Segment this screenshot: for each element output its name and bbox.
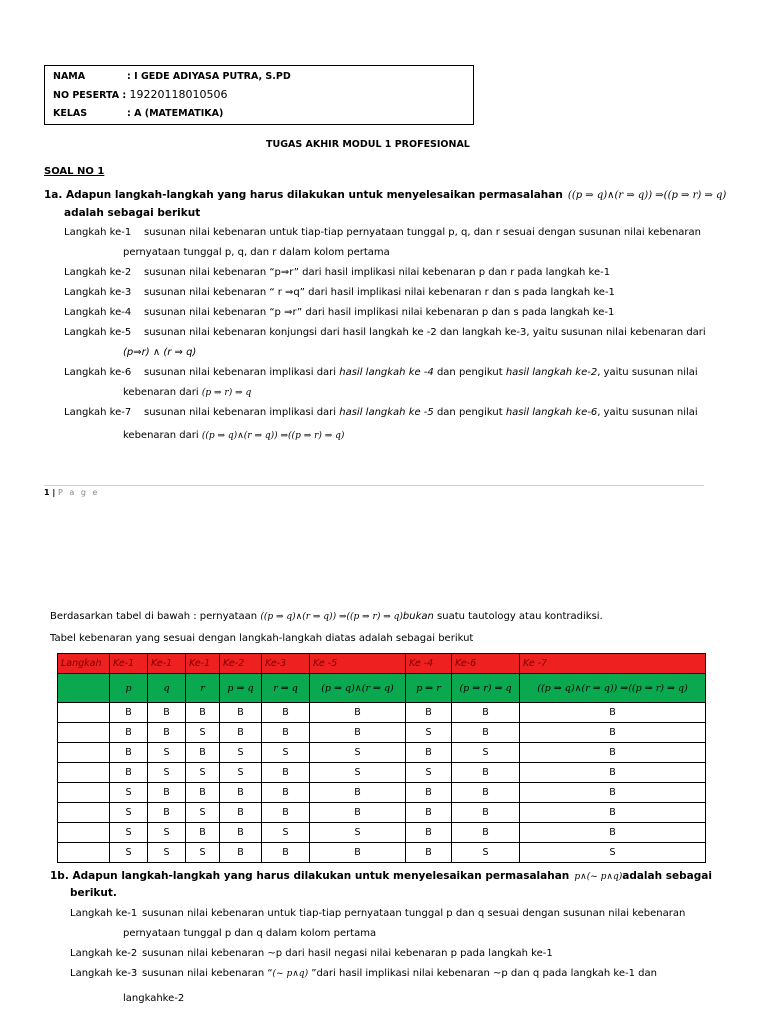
table-cell xyxy=(58,743,110,763)
table-cell: B xyxy=(148,803,186,823)
q1a-step-1 xyxy=(64,227,701,238)
q1b-intro-tail: adalah sebagai xyxy=(622,870,712,882)
q1a-step-4 xyxy=(64,307,614,318)
nama-value: : I GEDE ADIYASA PUTRA, S.PD xyxy=(127,71,291,82)
table-cell: S xyxy=(148,763,186,783)
table-cell: B xyxy=(310,703,406,723)
step-text-italic: hasil langkah ke -5 xyxy=(339,407,434,418)
step-label: Langkah ke-1 xyxy=(70,908,138,919)
step-label: Langkah ke-5 xyxy=(64,327,132,338)
step-text: dan pengikut xyxy=(433,367,506,378)
kelas-label: KELAS xyxy=(53,108,88,119)
q1a-intro2: adalah sebagai berikut xyxy=(64,207,201,219)
table-cell: S xyxy=(452,843,520,863)
step-label: Langkah ke-7 xyxy=(64,407,132,418)
table-header-expr-cell: p ⇒ r xyxy=(406,674,452,703)
q1b-step-3-cont: langkahke-2 xyxy=(123,993,185,1004)
table-cell: B xyxy=(110,743,148,763)
step-formula: (p ⇒ r) ⇒ q xyxy=(201,388,252,398)
table-cell: B xyxy=(310,843,406,863)
step-text: susunan nilai kebenaran ~p dari hasil negasi nilai kebenaran p pada langkah ke-1 xyxy=(142,948,553,959)
soal-heading: SOAL NO 1 xyxy=(44,166,105,177)
step-cont: kebenaran dari xyxy=(123,387,199,398)
q1a-step-3 xyxy=(64,287,615,298)
step-label: Langkah ke-1 xyxy=(64,227,132,238)
step-text-italic: hasil langkah ke-2 xyxy=(505,367,598,378)
kelas-value: : A (MATEMATIKA) xyxy=(127,108,224,119)
table-cell xyxy=(58,783,110,803)
table-intro: Tabel kebenaran yang sesuai dengan langkah-langkah diatas adalah sebagai berikut xyxy=(50,633,474,644)
step-label: Langkah ke-4 xyxy=(64,307,132,318)
table-header-step-row xyxy=(58,654,706,674)
table-cell: S xyxy=(406,763,452,783)
table-cell: B xyxy=(262,803,310,823)
step-text: , yaitu susunan nilai xyxy=(597,367,698,378)
table-cell: B xyxy=(220,843,262,863)
q1a-intro-line xyxy=(44,183,726,202)
step-text: ”dari hasil implikasi nilai kebenaran ~p dan q pada langkah ke-1 dan xyxy=(308,968,657,979)
table-row xyxy=(58,703,706,723)
step-label: Langkah ke-2 xyxy=(64,267,132,278)
table-header-expr-cell: (p ⇒ q)∧(r ⇒ q) xyxy=(310,674,406,703)
q1a-step-6 xyxy=(64,367,698,378)
step-label: Langkah ke-6 xyxy=(64,367,132,378)
table-cell: B xyxy=(220,703,262,723)
table-cell: S xyxy=(310,743,406,763)
table-cell: B xyxy=(148,703,186,723)
conclusion-formula: ((p ⇒ q)∧(r ⇒ q)) ⇒((p ⇒ r) ⇒ q) xyxy=(260,612,403,622)
q1b-formula: p∧(~ p∧q) xyxy=(574,872,623,882)
table-cell: B xyxy=(310,783,406,803)
table-cell: S xyxy=(452,743,520,763)
table-cell: S xyxy=(520,843,706,863)
identity-row-peserta xyxy=(53,88,228,101)
table-header-expr-cell: p xyxy=(110,674,148,703)
step-text: susunan nilai kebenaran implikasi dari xyxy=(144,367,340,378)
table-cell: B xyxy=(452,783,520,803)
table-header-step-cell: Ke-1 xyxy=(148,654,186,674)
conclusion-italic: bukan xyxy=(402,611,434,622)
table-cell: S xyxy=(186,763,220,783)
q1a-intro: 1a. Adapun langkah-langkah yang harus dilakukan untuk menyelesaikan permasalahan xyxy=(44,189,563,201)
table-cell xyxy=(58,803,110,823)
table-cell: B xyxy=(520,783,706,803)
identity-row-nama xyxy=(53,71,291,82)
q1b-step-1 xyxy=(70,908,685,919)
table-cell: S xyxy=(110,783,148,803)
table-cell: B xyxy=(262,763,310,783)
q1a-step-7 xyxy=(64,407,698,418)
q1b-step-1-cont: pernyataan tunggal p dan q dalam kolom pertama xyxy=(123,928,377,939)
table-cell: B xyxy=(186,823,220,843)
table-cell: S xyxy=(148,823,186,843)
table-cell: S xyxy=(220,763,262,783)
table-header-step-cell: Ke -4 xyxy=(406,654,452,674)
table-cell: B xyxy=(452,823,520,843)
conclusion-text: suatu tautology atau kontradiksi. xyxy=(437,611,603,622)
table-cell: S xyxy=(110,803,148,823)
step-text: susunan nilai kebenaran “p⇒r” dari hasil implikasi nilai kebenaran p dan r pada langkah ke-1 xyxy=(144,267,611,278)
table-cell: B xyxy=(406,823,452,843)
table-cell: B xyxy=(310,803,406,823)
table-cell: B xyxy=(406,803,452,823)
table-cell: B xyxy=(406,843,452,863)
step-text: susunan nilai kebenaran “p ⇒r” dari hasil implikasi nilai kebenaran p dan s pada langkah ke-1 xyxy=(144,307,615,318)
truth-table xyxy=(57,653,706,863)
step-formula: (~ p∧q) xyxy=(272,969,309,979)
q1b-intro: 1b. Adapun langkah-langkah yang harus dilakukan untuk menyelesaikan permasalahan xyxy=(50,870,570,882)
table-cell xyxy=(58,843,110,863)
table-cell: B xyxy=(520,763,706,783)
table-header-expr-cell: p ⇒ q xyxy=(220,674,262,703)
step-text-italic: hasil langkah ke-6 xyxy=(505,407,598,418)
table-row xyxy=(58,803,706,823)
nama-label: NAMA xyxy=(53,71,86,82)
q1b-intro-line xyxy=(50,864,712,883)
table-cell: S xyxy=(220,743,262,763)
identity-row-kelas xyxy=(53,108,223,119)
table-cell: B xyxy=(186,783,220,803)
table-header-step-cell: Ke -5 xyxy=(310,654,406,674)
table-cell: S xyxy=(110,823,148,843)
table-cell: S xyxy=(110,843,148,863)
q1a-formula: ((p ⇒ q)∧(r ⇒ q)) ⇒((p ⇒ r) ⇒ q) xyxy=(567,190,727,201)
table-cell: B xyxy=(148,783,186,803)
table-cell: B xyxy=(262,783,310,803)
table-row xyxy=(58,783,706,803)
page-word: P a g e xyxy=(58,488,100,497)
page-number: 1 | xyxy=(44,488,56,497)
q1b-step-3 xyxy=(70,968,657,979)
table-cell: S xyxy=(186,803,220,823)
table-cell: S xyxy=(310,823,406,843)
table-cell: B xyxy=(220,823,262,843)
table-header-expr-row xyxy=(58,674,706,703)
table-cell: B xyxy=(520,823,706,843)
q1a-step-2 xyxy=(64,267,610,278)
q1b-intro2: berikut. xyxy=(70,887,117,899)
table-cell xyxy=(58,823,110,843)
table-cell: S xyxy=(262,743,310,763)
step-text: , yaitu susunan nilai xyxy=(597,407,698,418)
table-cell xyxy=(58,763,110,783)
table-cell xyxy=(58,723,110,743)
table-cell: B xyxy=(110,763,148,783)
table-cell: S xyxy=(148,743,186,763)
table-cell: B xyxy=(452,703,520,723)
table-cell: S xyxy=(186,723,220,743)
table-cell: B xyxy=(520,703,706,723)
table-cell: B xyxy=(262,703,310,723)
peserta-label: NO PESERTA : xyxy=(53,90,127,101)
table-cell: S xyxy=(148,843,186,863)
table-header-expr-cell: r xyxy=(186,674,220,703)
step-text: susunan nilai kebenaran untuk tiap-tiap pernyataan tunggal p, q, dan r sesuai dengan susunan nilai kebenaran xyxy=(144,227,702,238)
step-label: Langkah ke-3 xyxy=(70,968,138,979)
peserta-value: 19220118010506 xyxy=(129,88,228,101)
table-header-step-cell: Ke -7 xyxy=(520,654,706,674)
step-text-italic: hasil langkah ke -4 xyxy=(339,367,434,378)
step-text: susunan nilai kebenaran “ r ⇒q” dari hasil implikasi nilai kebenaran r dan s pada langkah ke-1 xyxy=(144,287,615,298)
table-cell: B xyxy=(406,703,452,723)
q1a-step-7-cont xyxy=(123,430,344,441)
q1a-step-5 xyxy=(64,327,706,338)
table-header-expr-cell: q xyxy=(148,674,186,703)
table-header-step-cell: Ke-2 xyxy=(220,654,262,674)
table-cell: B xyxy=(520,803,706,823)
table-cell: S xyxy=(406,723,452,743)
table-cell: B xyxy=(186,703,220,723)
table-cell: B xyxy=(262,723,310,743)
step-text: susunan nilai kebenaran implikasi dari xyxy=(144,407,340,418)
step-cont: kebenaran dari xyxy=(123,430,199,441)
table-row xyxy=(58,763,706,783)
table-cell: S xyxy=(262,823,310,843)
table-row xyxy=(58,743,706,763)
page-footer-rule xyxy=(44,485,704,486)
table-header-expr-cell: (p ⇒ r) ⇒ q xyxy=(452,674,520,703)
table-header-step-cell: Ke-1 xyxy=(110,654,148,674)
document-title: TUGAS AKHIR MODUL 1 PROFESIONAL xyxy=(266,139,470,150)
table-cell: B xyxy=(110,703,148,723)
table-cell: B xyxy=(406,783,452,803)
table-cell: B xyxy=(520,723,706,743)
step-text: susunan nilai kebenaran konjungsi dari hasil langkah ke -2 dan langkah ke-3, yaitu susunan nilai kebenaran dari xyxy=(144,327,706,338)
table-cell: B xyxy=(406,743,452,763)
conclusion-line xyxy=(50,611,603,622)
step-label: Langkah ke-2 xyxy=(70,948,138,959)
q1a-step-6-cont xyxy=(123,387,251,398)
table-row xyxy=(58,823,706,843)
table-cell: B xyxy=(148,723,186,743)
conclusion-text: Berdasarkan tabel di bawah : pernyataan xyxy=(50,611,258,622)
table-cell: B xyxy=(220,723,262,743)
table-cell xyxy=(58,703,110,723)
table-row xyxy=(58,843,706,863)
table-header-expr-cell: ((p ⇒ q)∧(r ⇒ q)) ⇒((p ⇒ r) ⇒ q) xyxy=(520,674,706,703)
step-text: susunan nilai kebenaran untuk tiap-tiap pernyataan tunggal p dan q sesuai dengan susunan nilai kebenaran xyxy=(142,908,686,919)
q1a-step-1-cont: pernyataan tunggal p, q, dan r dalam kolom pertama xyxy=(123,247,390,258)
table-cell: B xyxy=(520,743,706,763)
q1b-step-2 xyxy=(70,948,553,959)
table-header-expr-cell: r ⇒ q xyxy=(262,674,310,703)
table-header-expr-cell xyxy=(58,674,110,703)
step-text: susunan nilai kebenaran “ xyxy=(142,968,273,979)
table-cell: B xyxy=(452,803,520,823)
step-formula: ((p ⇒ q)∧(r ⇒ q)) ⇒((p ⇒ r) ⇒ q) xyxy=(201,431,345,441)
table-header-step-cell: Ke-3 xyxy=(262,654,310,674)
table-header-step-cell: Ke-6 xyxy=(452,654,520,674)
table-header-step-cell: Langkah xyxy=(58,654,110,674)
table-cell: B xyxy=(110,723,148,743)
table-cell: S xyxy=(310,763,406,783)
identity-box xyxy=(44,65,474,125)
table-row xyxy=(58,723,706,743)
table-cell: B xyxy=(220,803,262,823)
q1a-step-5-cont: (p⇒r) ∧ (r ⇒ q) xyxy=(123,347,197,358)
table-cell: B xyxy=(186,743,220,763)
table-cell: B xyxy=(452,763,520,783)
table-cell: S xyxy=(186,843,220,863)
step-text: dan pengikut xyxy=(433,407,506,418)
table-cell: B xyxy=(452,723,520,743)
table-cell: B xyxy=(262,843,310,863)
table-cell: B xyxy=(220,783,262,803)
table-cell: B xyxy=(310,723,406,743)
step-label: Langkah ke-3 xyxy=(64,287,132,298)
table-header-step-cell: Ke-1 xyxy=(186,654,220,674)
